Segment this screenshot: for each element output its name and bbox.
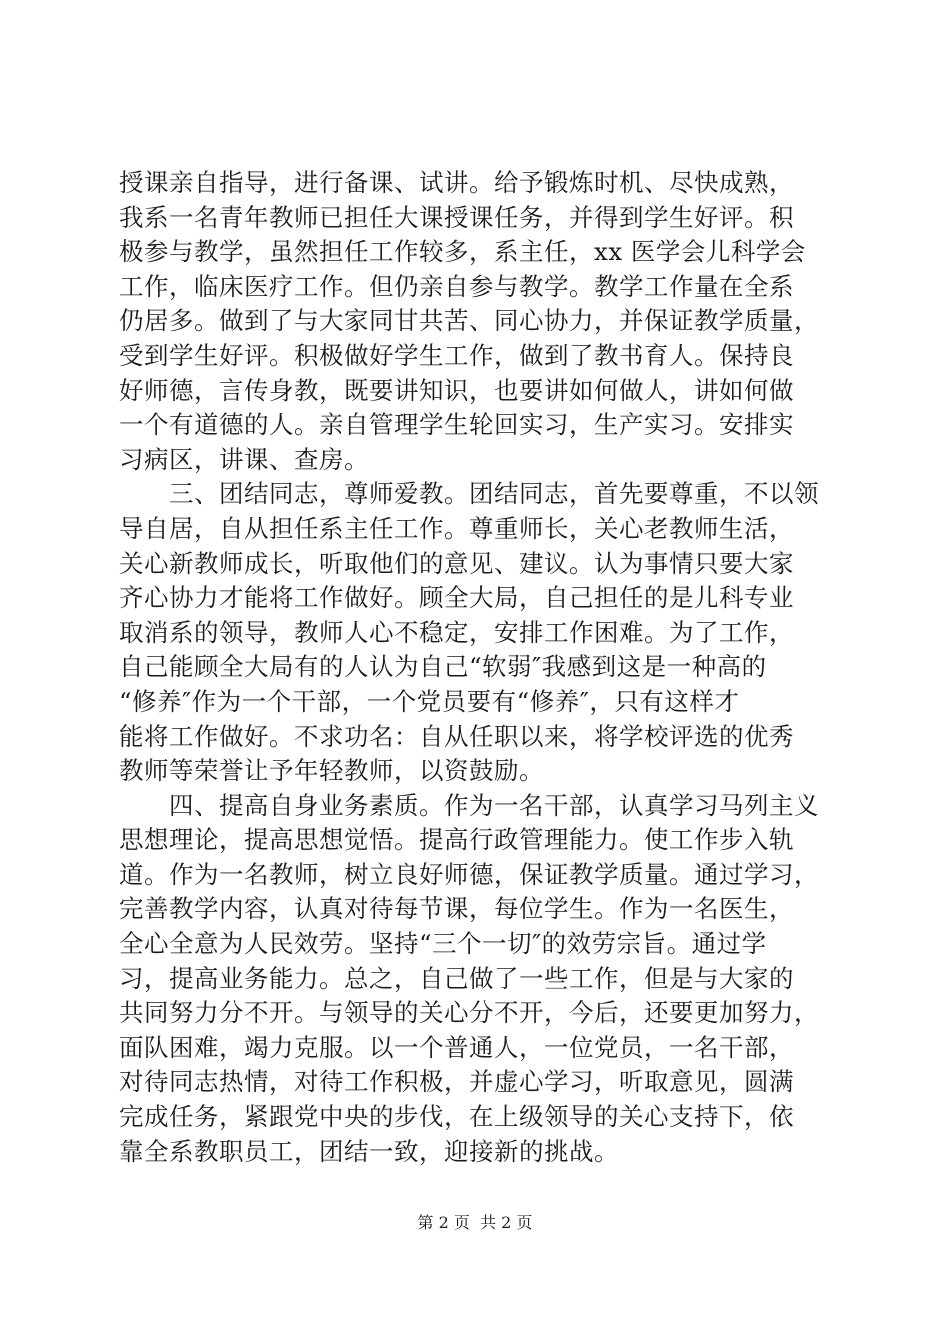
text-line: “修养″作为一个干部，一个党员要有“修养″，只有这样才	[119, 686, 740, 716]
text-line: 一个有道德的人。亲自管理学生轮回实习，生产实习。安排实	[119, 410, 794, 440]
text-line: 好师德，言传身教，既要讲知识，也要讲如何做人，讲如何做	[119, 375, 794, 405]
text-line: 齐心协力才能将工作做好。顾全大局，自己担任的是儿科专业	[119, 583, 794, 613]
text-line: 思想理论，提高思想觉悟。提高行政管理能力。使工作步入轨	[119, 825, 794, 855]
paragraph-3-first-line: 三、团结同志，尊师爱教。团结同志，首先要尊重，不以领	[119, 479, 819, 509]
text-line: 导自居，自从担任系主任工作。尊重师长，关心老教师生活，	[119, 513, 794, 543]
text-line: 能将工作做好。不求功名：自从任职以来，将学校评选的优秀	[119, 721, 794, 751]
text-line: 受到学生好评。积极做好学生工作，做到了教书育人。保持良	[119, 340, 794, 370]
document-body	[119, 166, 834, 1169]
text-line: 完善教学内容，认真对待每节课，每位学生。作为一名医生，	[119, 894, 794, 924]
text-line: 工作，临床医疗工作。但仍亲自参与教学。教学工作量在全系	[119, 271, 794, 301]
text-line: 仍居多。做到了与大家同甘共苦、同心协力，并保证教学质量，	[119, 306, 819, 336]
text-line: 面队困难，竭力克服。以一个普通人，一位党员，一名干部，	[119, 1032, 794, 1062]
text-line: 道。作为一名教师，树立良好师德，保证教学质量。通过学习，	[119, 859, 819, 889]
text-line: 靠全系教职员工，团结一致，迎接新的挑战。	[119, 1136, 619, 1166]
text-line: 我系一名青年教师已担任大课授课任务，并得到学生好评。积	[119, 202, 794, 232]
text-line: 教师等荣誉让予年轻教师，以资鼓励。	[119, 756, 544, 786]
text-line: 对待同志热情，对待工作积极，并虚心学习，听取意见，圆满	[119, 1067, 794, 1097]
page-footer	[0, 1213, 950, 1233]
text-line: 共同努力分不开。与领导的关心分不开，今后，还要更加努力，	[119, 998, 819, 1028]
text-line: 授课亲自指导，进行备课、试讲。给予锻炼时机、尽快成熟，	[119, 168, 794, 197]
text-line: 习病区，讲课、查房。	[119, 444, 369, 474]
text-line: 自己能顾全大局有的人认为自己“软弱″我感到这是一种高的	[119, 652, 767, 682]
text-line: 完成任务，紧跟党中央的步伐，在上级领导的关心支持下，依	[119, 1102, 794, 1132]
text-line: 习，提高业务能力。总之，自己做了一些工作，但是与大家的	[119, 963, 794, 993]
text-line: 极参与教学，虽然担任工作较多，系主任，xx 医学会儿科学会	[119, 237, 806, 267]
text-line: 关心新教师成长，听取他们的意见、建议。认为事情只要大家	[119, 548, 794, 578]
page-number-label: 第 2 页 共 2 页	[417, 1213, 533, 1232]
text-line: 取消系的领导，教师人心不稳定，安排工作困难。为了工作，	[119, 617, 794, 647]
paragraph-4-first-line: 四、提高自身业务素质。作为一名干部，认真学习马列主义	[119, 790, 819, 820]
text-line: 全心全意为人民效劳。坚持“三个一切″的效劳宗旨。通过学	[119, 929, 767, 959]
